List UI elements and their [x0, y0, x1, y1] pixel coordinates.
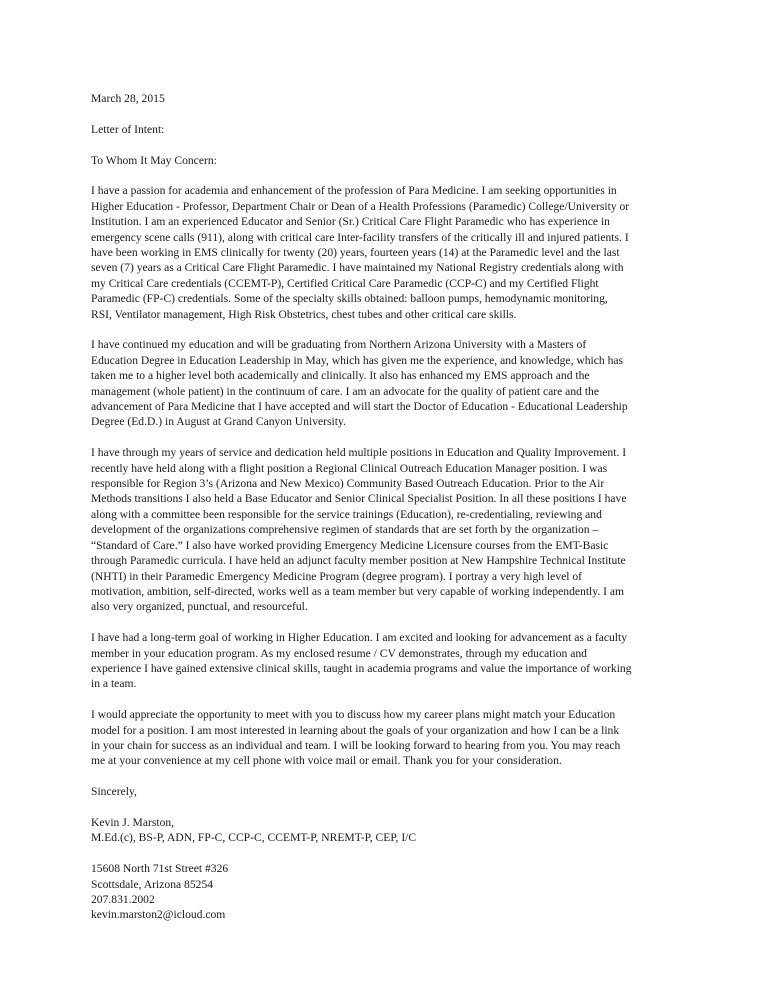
letter-date: March 28, 2015: [91, 92, 165, 105]
paragraph-closing-request: I would appreciate the opportunity to meet with you to discuss how my career plans might match your Education model for a position. I am most interested in learning about the goals of your organization and how I can be a link in your chain for success as an individual and team. I will be looking forward to hearing from you. You may reach me at your convenience at my cell phone with voice mail or email. Thank you for your consideration.: [91, 708, 621, 768]
contact-email: kevin.marston2@icloud.com: [91, 908, 226, 922]
paragraph-experience: I have through my years of service and dedication held multiple positions in Education and Quality Improvement. I recently have held along with a flight position a Regional Clinical Outreach Education Manager position. I was responsible for Region 3’s (Arizona and New Mexico) Community Based Outreach Education. Prior to the Air Methods transitions I also held a Base Educator and Senior Clinical Specialist Position. In all these positions I have along with a committee been responsible for the service trainings (Education), re-credentialing, reviewing and development of the organizations comprehensive regimen of standards that are set forth by the organization – “Standard of Care.” I also have worked providing Emergency Medicine Licensure courses from the EMT-Basic through Paramedic curricula. I have held an adjunct faculty member position at New Hampshire Technical Institute (NHTI) in their Paramedic Emergency Medicine Program (degree program). I portray a very high level of motivation, ambition, self-directed, works well as a team member but very capable of working independently. I am also very organized, punctual, and resourceful.: [91, 446, 627, 614]
paragraph-education: I have continued my education and will be graduating from Northern Arizona University with a Masters of Education Degree in Education Leadership in May, which has given me the experience, and knowledge, which has taken me to a higher level both academically and clinically. It also has enhanced my EMS approach and the management (whole patient) in the continuum of care. I am an advocate for the quality of patient care and the advancement of Para Medicine that I have accepted and will start the Doctor of Education - Educational Leadership Degree (Ed.D.) in August at Grand Canyon University.: [91, 338, 628, 429]
letter-body: [91, 91, 687, 938]
paragraph-passion: I have a passion for academia and enhancement of the profession of Para Medicine. I am seeking opportunities in Higher Education - Professor, Department Chair or Dean of a Health Professions (Paramedic) College/University or Institution. I am an experienced Educator and Senior (Sr.) Critical Care Flight Paramedic who has experience in emergency scene calls (911), along with critical care Inter-facility transfers of the critically ill and injured patients. I have been working in EMS clinically for twenty (20) years, fourteen years (14) at the Paramedic level and the last seven (7) years as a Critical Care Flight Paramedic. I have maintained my National Registry credentials along with my Critical Care credentials (CCEMT-P), Certified Critical Care Paramedic (CCP-C) and my Certified Flight Paramedic (FP-C) credentials. Some of the specialty skills obtained: balloon pumps, hemodynamic monitoring, RSI, Ventilator management, High Risk Obstetrics, chest tubes and other critical care skills.: [91, 184, 630, 321]
contact-street: 15608 North 71st Street #326: [91, 862, 229, 876]
letter-salutation: To Whom It May Concern:: [91, 153, 217, 167]
signature-credentials: M.Ed.(c), BS-P, ADN, FP-C, CCP-C, CCEMT-P, NREMT-P, CEP, I/C: [91, 831, 417, 845]
signature-block: [91, 815, 687, 846]
paragraph-goals: I have had a long-term goal of working in Higher Education. I am excited and looking for advancement as a faculty member in your education program. As my enclosed resume / CV demonstrates, through my education and experience I have gained extensive clinical skills, taught in academia programs and value the importance of working in a team.: [91, 631, 632, 691]
contact-city: Scottsdale, Arizona 85254: [91, 877, 214, 891]
letter-closing: Sincerely,: [91, 785, 137, 799]
contact-phone: 207.831.2002: [91, 892, 155, 906]
signature-name: Kevin J. Marston,: [91, 815, 175, 829]
contact-block: [91, 861, 687, 923]
letter-heading: Letter of Intent:: [91, 122, 165, 136]
